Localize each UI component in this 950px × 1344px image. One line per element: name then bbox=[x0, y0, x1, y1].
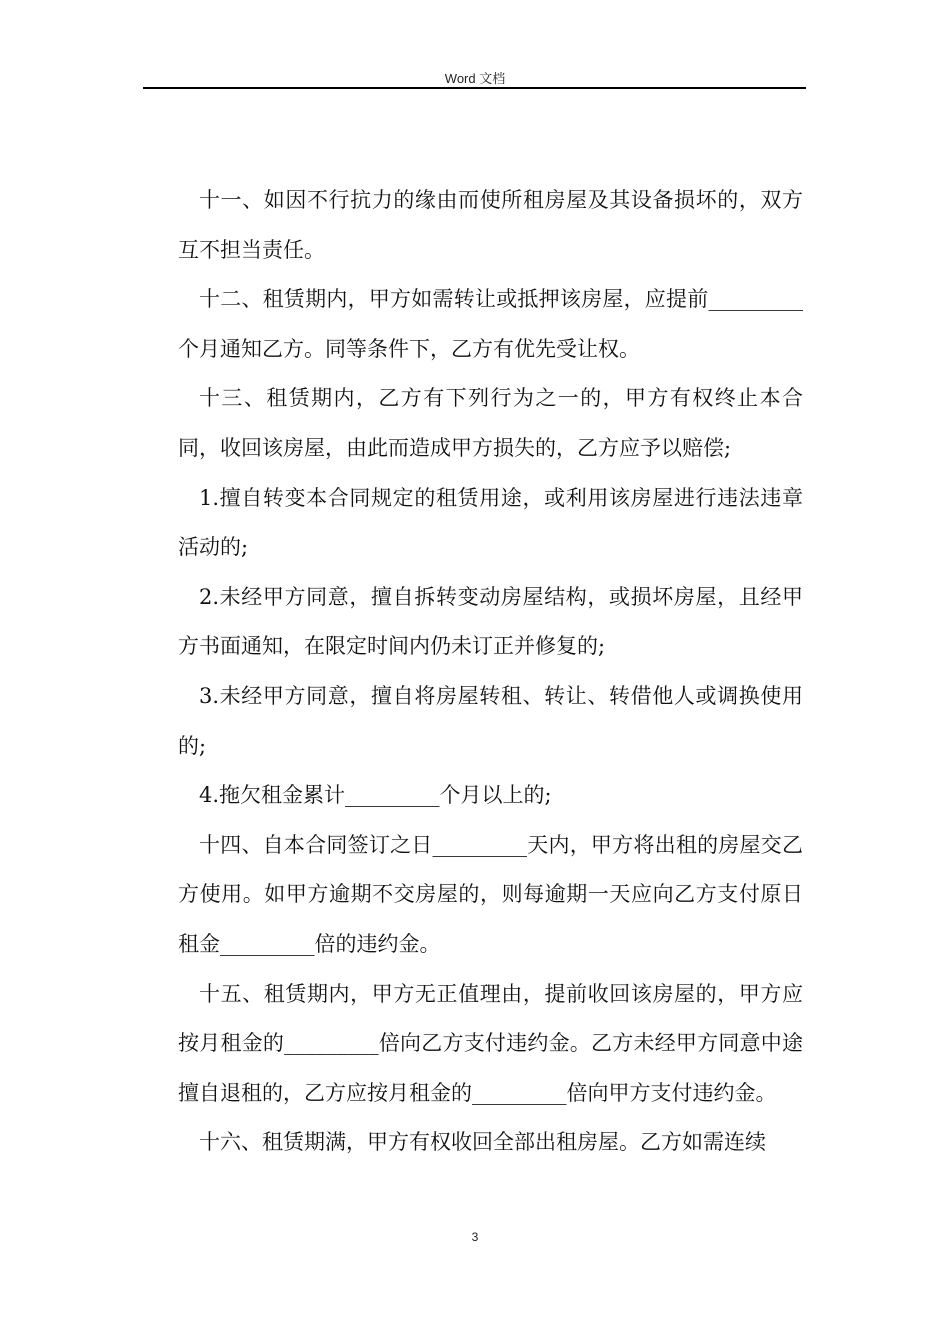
clause-15: 十五、租赁期内，甲方无正值理由，提前收回该房屋的，甲方应按月租金的_________倍向乙方支付违约金。乙方未经甲方同意中途擅自退租的，乙方应按月租金的_________倍向甲方支付违约金。 bbox=[178, 981, 803, 1105]
clause-16: 十六、租赁期满，甲方有权收回全部出租房屋。乙方如需连续 bbox=[199, 1130, 766, 1155]
clause-13: 十三、租赁期内，乙方有下列行为之一的，甲方有权终止本合同，收回该房屋，由此而造成甲方损失的，乙方应予以赔偿; bbox=[178, 386, 803, 460]
clause-13-item-4: 4.拖欠租金累计_________个月以上的; bbox=[199, 783, 552, 808]
clause-13-item-1: 1.擅自转变本合同规定的租赁用途，或利用该房屋进行违法违章活动的; bbox=[178, 485, 803, 560]
clause-13-item-3: 3.未经甲方同意，擅自将房屋转租、转让、转借他人或调换使用的; bbox=[178, 683, 803, 758]
document-header-title: Word 文档 bbox=[444, 71, 506, 86]
clause-14: 十四、自本合同签订之日_________天内，甲方将出租的房屋交乙方使用。如甲方逾期不交房屋的，则每逾期一天应向乙方支付原日租金_________倍的违约金。 bbox=[178, 832, 803, 956]
clause-12: 十二、租赁期内，甲方如需转让或抵押该房屋，应提前_________个月通知乙方。同等条件下，乙方有优先受让权。 bbox=[178, 287, 803, 361]
document-body bbox=[178, 176, 803, 1168]
header-divider bbox=[143, 87, 806, 89]
clause-11: 十一、如因不行抗力的缘由而使所租房屋及其设备损坏的，双方互不担当责任。 bbox=[178, 188, 803, 262]
page-number: 3 bbox=[471, 1230, 479, 1244]
clause-13-item-2: 2.未经甲方同意，擅自拆转变动房屋结构，或损坏房屋，且经甲方书面通知，在限定时间内仍未订正并修复的; bbox=[178, 584, 803, 659]
